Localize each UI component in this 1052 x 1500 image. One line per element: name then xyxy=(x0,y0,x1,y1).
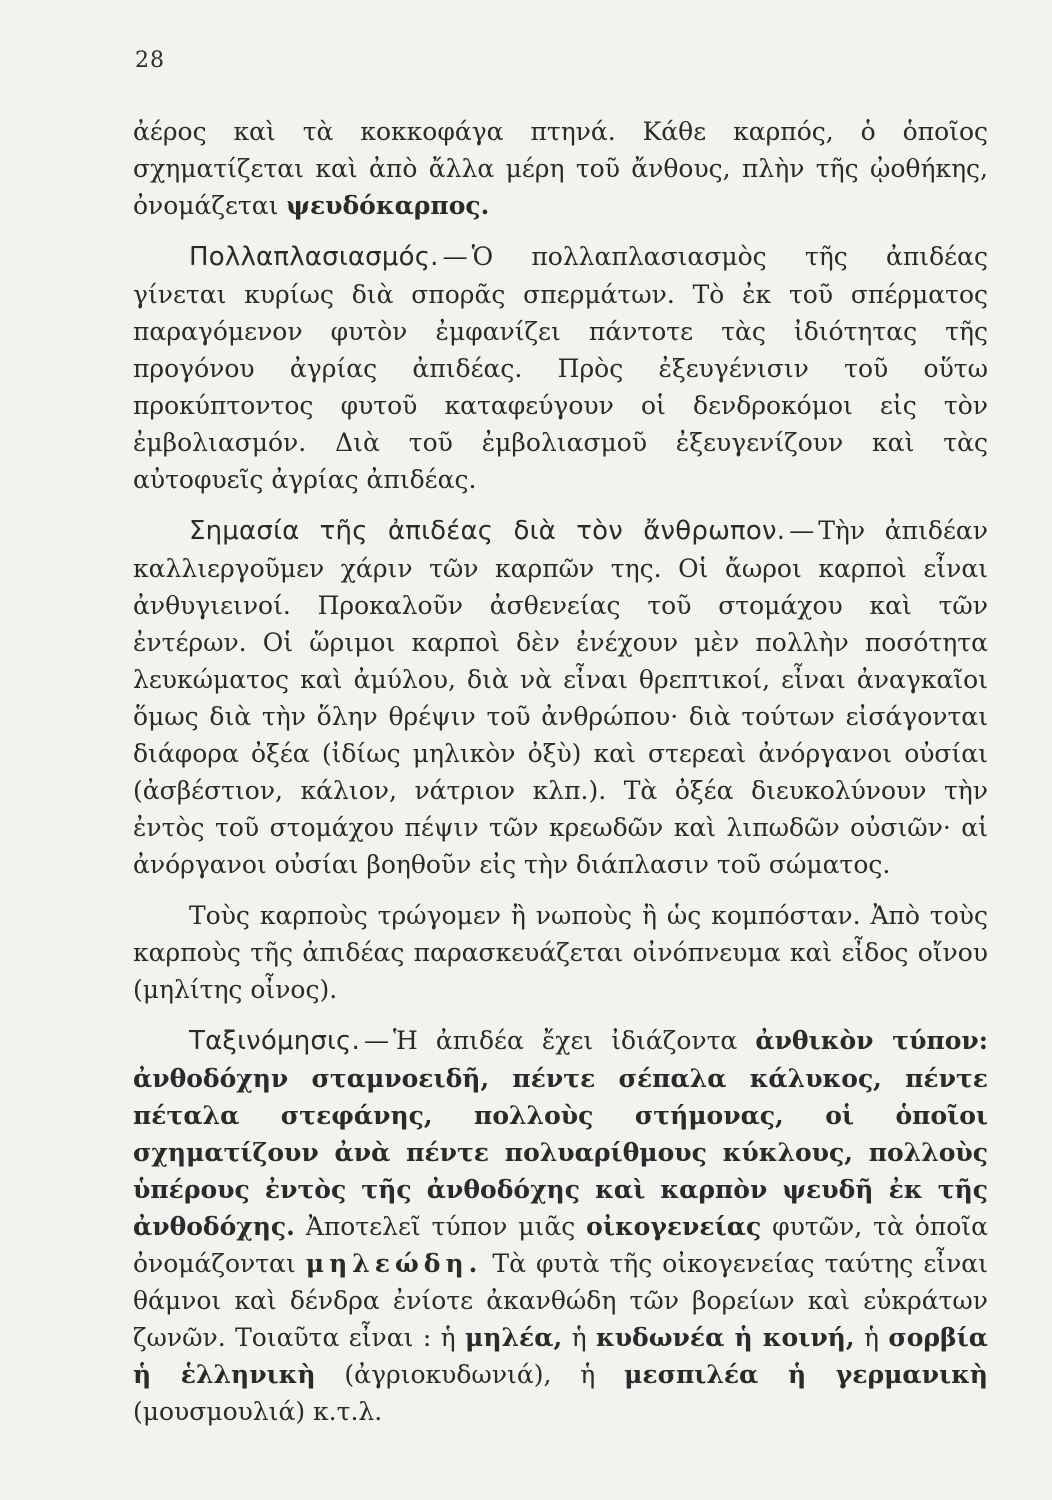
paragraph-text: ἡ xyxy=(562,1323,596,1352)
paragraph-text: Ἡ ἀπιδέα ἔχει ἰδιάζοντα xyxy=(392,1026,756,1055)
term-sorb: σορβία ἡ ἑλληνικὴ xyxy=(133,1323,988,1389)
term-quince: κυδωνέα ἡ κοινή, xyxy=(595,1323,855,1352)
paragraph-text: Τὰ φυτὰ τῆς οἰκογενείας ταύτης εἶναι θάμνοι καὶ δένδρα ἐνίοτε ἀκανθώδη τῶν βορείων καὶ εὐκράτων ζωνῶν. Τοιαῦτα εἶναι : ἡ xyxy=(133,1249,988,1352)
paragraph-text: (ἀγριοκυδωνιά), ἡ xyxy=(315,1360,625,1389)
term-floral-type: ἀνθικὸν τύπον: ἀνθοδόχην σταμνοειδῆ, πέντε σέπαλα κάλυκος, πέντε πέταλα στεφάνης, πολλοὺς στήμονας, οἱ ὁποῖοι σχηματίζουν ἀνὰ πέντε πολυαρίθμους κύκλους, πολλοὺς ὑπέρους ἐντὸς τῆς ἀνθοδόχης καὶ καρπὸν ψευδῆ ἐκ τῆς ἀνθοδόχης. xyxy=(133,1026,988,1241)
page-number: 28 xyxy=(135,48,165,73)
term-apple: μηλέα, xyxy=(465,1323,563,1352)
section-heading-classification: Ταξινόμησις. xyxy=(189,1026,360,1056)
paragraph-pseudocarp xyxy=(133,113,988,224)
paragraph-text: ἀέρος καὶ τὰ κοκκοφάγα πτηνά. Κάθε καρπός, ὁ ὁποῖος σχηματίζεται καὶ ἀπὸ ἄλλα μέρη τοῦ ἄνθους, πλὴν τῆς ᾠοθήκης, ὀνομάζεται xyxy=(133,117,988,220)
paragraph-text: Ὁ πολλαπλασιασμὸς τῆς ἀπιδέας γίνεται κυρίως διὰ σπορᾶς σπερμάτων. Τὸ ἐκ τοῦ σπέρματος παραγόμενον φυτὸν ἐμφανίζει πάντοτε τὰς ἰδιότητας τῆς προγόνου ἀγρίας ἀπιδέας. Πρὸς ἐξευγένισιν τοῦ οὕτω προκύπτοντος φυτοῦ καταφεύγουν οἱ δενδροκόμοι εἰς τὸν ἐμβολιασμόν. Διὰ τοῦ ἐμβολιασμοῦ ἐξευγενίζουν καὶ τὰς αὐτοφυεῖς ἀγρίας ἀπιδέας. xyxy=(133,242,988,494)
paragraph-text: Ἀποτελεῖ τύπον μιᾶς xyxy=(294,1212,587,1241)
term-family: οἰκογενείας xyxy=(586,1212,762,1241)
paragraph-text: (μουσμουλιά) κ.τ.λ. xyxy=(133,1397,383,1426)
term-pomaceae: μηλεώδη. xyxy=(305,1249,483,1278)
paragraph-text: Τὴν ἀπιδέαν καλλιεργοῦμεν χάριν τῶν καρπῶν της. Οἱ ἄωροι καρποὶ εἶναι ἀνθυγιεινοί. Προκαλοῦν ἀσθενείας τοῦ στομάχου καὶ τῶν ἐντέρων. Οἱ ὥριμοι καρποὶ δὲν ἐνέχουν μὲν πολλὴν ποσότητα λευκώματος καὶ ἀμύλου, διὰ νὰ εἶναι θρεπτικοί, εἶναι ἀναγκαῖοι ὅμως διὰ τὴν ὅλην θρέψιν τοῦ ἀνθρώπου· διὰ τούτων εἰσάγονται διάφορα ὀξέα (ἰδίως μηλικὸν ὀξὺ) καὶ στερεαὶ ἀνόργανοι οὐσίαι (ἀσβέστιον, κάλιον, νάτριον κλπ.). Τὰ ὀξέα διευκολύνουν τὴν ἐντὸς τοῦ στομάχου πέψιν τῶν κρεωδῶν καὶ λιπωδῶν οὐσιῶν· αἱ ἀνόργανοι οὐσίαι βοηθοῦν εἰς τὴν διάπλασιν τοῦ σώματος. xyxy=(133,516,988,879)
em-dash: — xyxy=(789,516,815,545)
em-dash: — xyxy=(442,242,468,271)
section-heading-importance: Σημασία τῆς ἀπιδέας διὰ τὸν ἄνθρωπον. xyxy=(189,516,786,546)
paragraph-classification xyxy=(133,1022,988,1430)
paragraph-text: ἡ xyxy=(854,1323,889,1352)
paragraph-importance xyxy=(133,512,988,883)
paragraph-uses xyxy=(133,897,988,1008)
em-dash: — xyxy=(363,1026,389,1055)
term-medlar: μεσπιλέα ἡ γερμανικὴ xyxy=(624,1360,988,1389)
paragraph-text: φυτῶν, τὰ ὁποῖα ὀνομάζονται xyxy=(133,1212,988,1278)
term-pseudocarp: ψευδόκαρπος. xyxy=(286,191,490,220)
paragraph-text: Τοὺς καρποὺς τρώγομεν ἢ νωποὺς ἢ ὡς κομπόσταν. Ἀπὸ τοὺς καρποὺς τῆς ἀπιδέας παρασκευάζεται οἰνόπνευμα καὶ εἶδος οἴνου (μηλίτης οἶνος). xyxy=(133,901,988,1004)
paragraph-propagation xyxy=(133,238,988,498)
section-heading-propagation: Πολλαπλασιασμός. xyxy=(189,242,439,272)
